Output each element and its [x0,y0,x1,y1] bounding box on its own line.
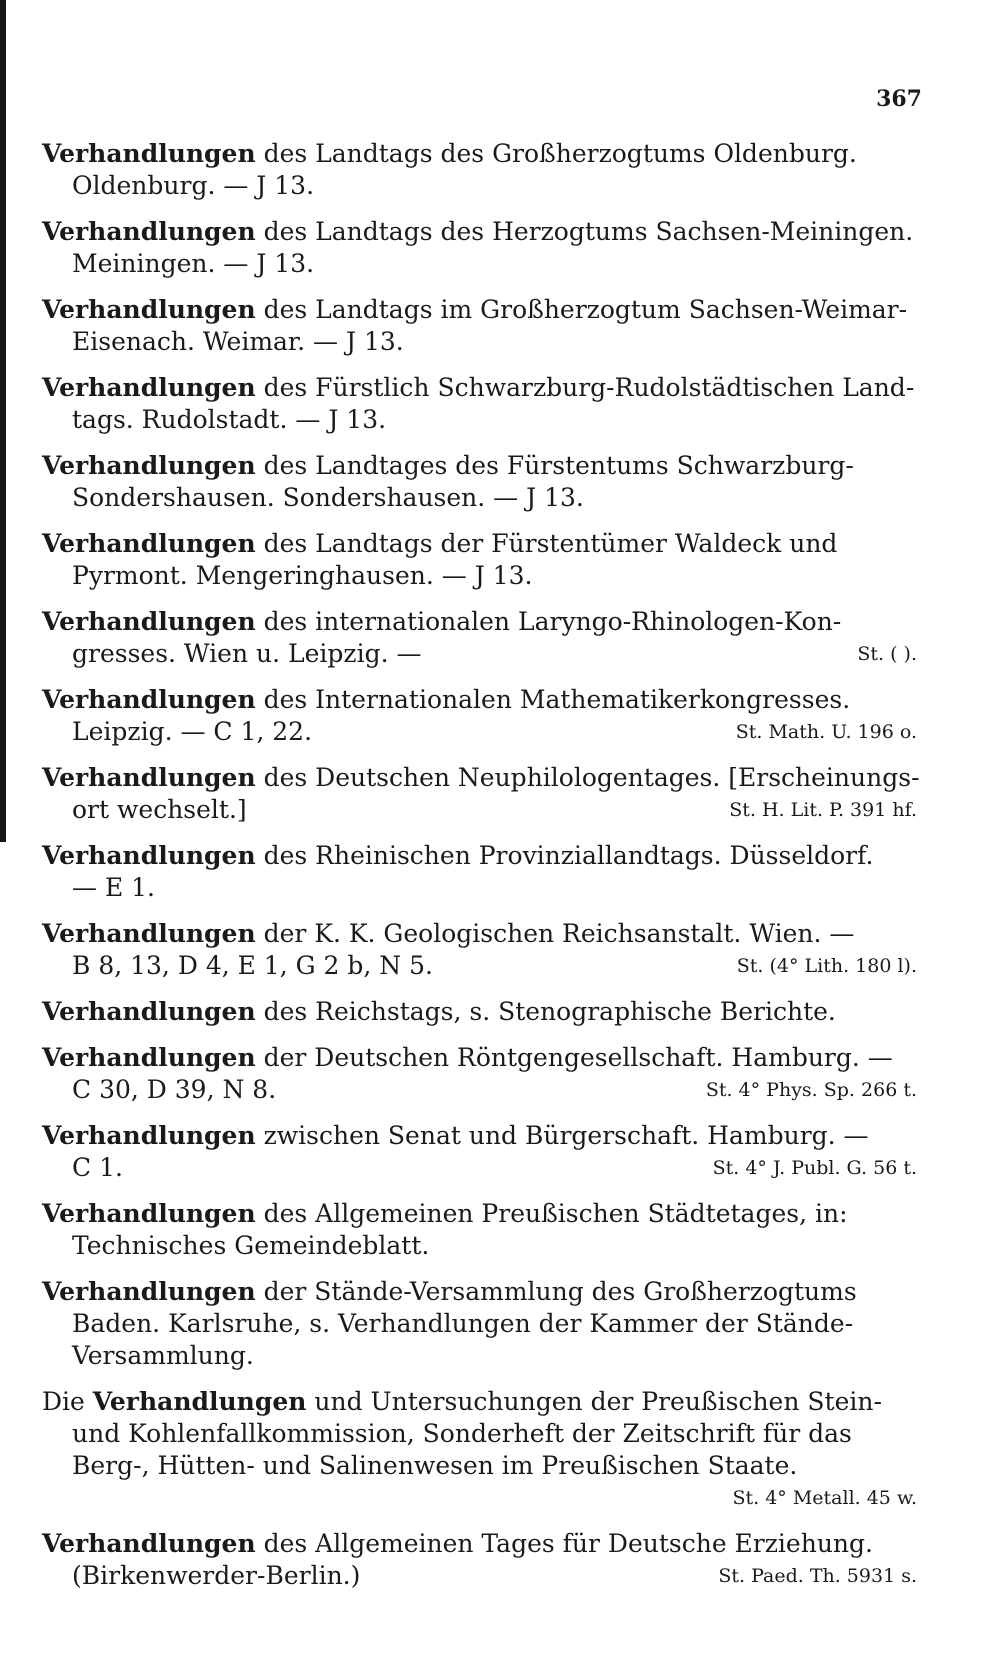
entry-keyword: Verhandlungen [42,763,256,792]
entry-line [42,950,917,982]
entry-text [42,840,873,872]
entry-text-segment: ort wechselt.] [72,795,247,824]
entry-text [42,528,837,560]
entry-line [42,918,917,950]
entry-text [42,372,914,404]
entry-line [42,138,917,170]
entry-text [42,1528,873,1560]
entry-keyword: Verhandlungen [92,1387,307,1416]
page-edge-bar [0,0,6,842]
entry-keyword: Verhandlungen [42,451,256,480]
entry-text [72,1308,853,1340]
entry-line [42,1152,917,1184]
entry-line [42,326,917,358]
entry-text [42,1198,848,1230]
catalog-entry [42,918,917,982]
entry-text-segment: Leipzig. — C 1, 22. [72,717,313,746]
catalog-entry [42,606,917,670]
entry-text [72,1340,254,1372]
entry-text-segment: Meiningen. — J 13. [72,249,315,278]
entry-keyword: Verhandlungen [42,841,256,870]
entry-line [42,170,917,202]
entry-line [42,1120,917,1152]
entry-keyword: Verhandlungen [42,529,256,558]
entry-text-segment: des internationalen Laryngo-Rhinologen-Kon- [263,607,842,636]
shelf-mark: St. 4° J. Publ. G. 56 t. [712,1157,917,1179]
entry-keyword: Verhandlungen [42,1277,256,1306]
entry-keyword: Verhandlungen [42,1121,256,1150]
entry-line [42,216,917,248]
entry-line [42,638,917,670]
entry-line [42,1340,917,1372]
entry-text [42,762,920,794]
entry-line [42,1560,917,1592]
entry-text-segment: der Deutschen Röntgengesellschaft. Hamburg. — [263,1043,893,1072]
entry-text [72,794,247,826]
entry-line [42,1482,917,1514]
entry-text-segment: (Birkenwerder-Berlin.) [72,1561,361,1590]
catalog-entry [42,1528,917,1592]
entry-line [42,762,920,794]
entry-text-segment: des Landtags der Fürstentümer Waldeck und [263,529,838,558]
entry-line [42,528,917,560]
entry-text-segment: tags. Rudolstadt. — J 13. [72,405,387,434]
entry-line [42,1276,917,1308]
entry-list [42,138,920,1606]
catalog-entry [42,684,917,748]
page-number: 367 [876,86,922,112]
entry-line [42,1198,917,1230]
catalog-entry [42,528,917,592]
catalog-entry [42,138,917,202]
entry-line [42,1450,917,1482]
entry-keyword: Verhandlungen [42,1043,256,1072]
entry-line [42,1308,917,1340]
catalog-entry [42,294,917,358]
entry-keyword: Verhandlungen [42,139,256,168]
entry-line [42,794,917,826]
entry-keyword: Verhandlungen [42,685,256,714]
entry-text-segment: C 30, D 39, N 8. [72,1075,277,1104]
entry-text-segment: Sondershausen. Sondershausen. — J 13. [72,483,584,512]
entry-line [42,1042,917,1074]
entry-text [42,1386,882,1418]
entry-line [42,840,917,872]
shelf-mark: St. 4° Metall. 45 w. [732,1487,917,1509]
entry-text [42,294,907,326]
entry-text-segment: des Rheinischen Provinziallandtags. Düsseldorf. [263,841,874,870]
entry-keyword: Verhandlungen [42,1529,256,1558]
entry-line [42,1418,917,1450]
catalog-entry [42,450,917,514]
entry-text-segment: der K. K. Geologischen Reichsanstalt. Wien. — [263,919,855,948]
shelf-mark: St. Paed. Th. 5931 s. [718,1565,917,1587]
entry-text [72,716,312,748]
entry-text [72,1074,276,1106]
entry-prefix: Die [42,1387,85,1416]
entry-text [42,216,913,248]
entry-line [42,606,917,638]
entry-text [72,170,314,202]
entry-line [42,1230,917,1262]
entry-keyword: Verhandlungen [42,997,256,1026]
entry-text [42,996,836,1028]
entry-text [72,482,584,514]
entry-text [42,450,854,482]
catalog-entry [42,372,917,436]
entry-keyword: Verhandlungen [42,607,256,636]
entry-line [42,450,917,482]
entry-text-segment: des Landtags des Großherzogtums Oldenburg. [263,139,857,168]
entry-line [42,1528,917,1560]
entry-line [42,996,917,1028]
entry-keyword: Verhandlungen [42,295,256,324]
entry-text-segment: gresses. Wien u. Leipzig. — [72,639,422,668]
catalog-entry [42,1120,917,1184]
entry-keyword: Verhandlungen [42,217,256,246]
catalog-entry [42,1198,917,1262]
catalog-entry [42,762,920,826]
entry-text [42,1120,869,1152]
entry-text-segment: zwischen Senat und Bürgerschaft. Hamburg. — [263,1121,869,1150]
entry-line [42,248,917,280]
entry-text-segment: des Allgemeinen Tages für Deutsche Erziehung. [263,1529,873,1558]
entry-text [72,404,386,436]
entry-text-segment: des Landtags im Großherzogtum Sachsen-Weimar- [263,295,908,324]
entry-text [42,918,854,950]
entry-line [42,404,917,436]
entry-text-segment: und Untersuchungen der Preußischen Stein- [314,1387,882,1416]
catalog-entry [42,1386,917,1514]
shelf-mark: St. (4° Lith. 180 l). [736,955,917,977]
entry-text-segment: des Landtags des Herzogtums Sachsen-Meiningen. [263,217,914,246]
catalog-entry [42,996,917,1028]
entry-text-segment: Versammlung. [72,1341,254,1370]
entry-text-segment: des Reichstags, s. Stenographische Berichte. [263,997,836,1026]
entry-text [72,1560,360,1592]
entry-line [42,560,917,592]
entry-text-segment: Berg-, Hütten- und Salinenwesen im Preußischen Staate. [72,1451,798,1480]
entry-text [72,1230,429,1262]
entry-text [72,326,404,358]
entry-text-segment: des Allgemeinen Preußischen Städtetages, in: [263,1199,848,1228]
entry-text-segment: des Fürstlich Schwarzburg-Rudolstädtischen Land- [263,373,915,402]
entry-text-segment: C 1. [72,1153,123,1182]
entry-text [72,950,433,982]
entry-text-segment: Baden. Karlsruhe, s. Verhandlungen der Kammer der Stände- [72,1309,854,1338]
entry-text [42,1042,893,1074]
entry-keyword: Verhandlungen [42,919,256,948]
entry-text [42,684,850,716]
entry-text [72,1450,797,1482]
shelf-mark: St. 4° Phys. Sp. 266 t. [705,1079,917,1101]
entry-line [42,482,917,514]
shelf-mark: St. H. Lit. P. 391 hf. [729,799,917,821]
entry-text [42,606,841,638]
entry-text-segment: Technisches Gemeindeblatt. [72,1231,430,1260]
catalog-entry [42,216,917,280]
entry-line [42,684,917,716]
entry-line [42,872,917,904]
shelf-mark: St. ( ). [857,643,917,665]
entry-text [42,138,857,170]
entry-text-segment: Pyrmont. Mengeringhausen. — J 13. [72,561,533,590]
entry-text [72,1418,852,1450]
entry-text-segment: des Deutschen Neuphilologentages. [Erscheinungs- [263,763,920,792]
entry-keyword: Verhandlungen [42,1199,256,1228]
entry-text-segment: der Stände-Versammlung des Großherzogtums [263,1277,857,1306]
entry-text-segment: des Landtages des Fürstentums Schwarzburg- [263,451,854,480]
entry-text-segment: B 8, 13, D 4, E 1, G 2 b, N 5. [72,951,433,980]
catalog-entry [42,1276,917,1372]
catalog-entry [42,840,917,904]
entry-line [42,372,917,404]
entry-text-segment: — E 1. [72,873,155,902]
entry-line [42,294,917,326]
shelf-mark: St. Math. U. 196 o. [735,721,917,743]
entry-text [72,560,532,592]
entry-line [42,716,917,748]
entry-text-segment: Oldenburg. — J 13. [72,171,315,200]
entry-text [72,638,421,670]
entry-keyword: Verhandlungen [42,373,256,402]
entry-text-segment: und Kohlenfallkommission, Sonderheft der Zeitschrift für das [72,1419,852,1448]
entry-line [42,1386,917,1418]
entry-text [72,248,314,280]
entry-text-segment: des Internationalen Mathematikerkongresses. [263,685,851,714]
entry-text-segment: Eisenach. Weimar. — J 13. [72,327,404,356]
entry-text [72,872,155,904]
entry-line [42,1074,917,1106]
catalog-entry [42,1042,917,1106]
entry-text [42,1276,857,1308]
entry-text [72,1152,123,1184]
